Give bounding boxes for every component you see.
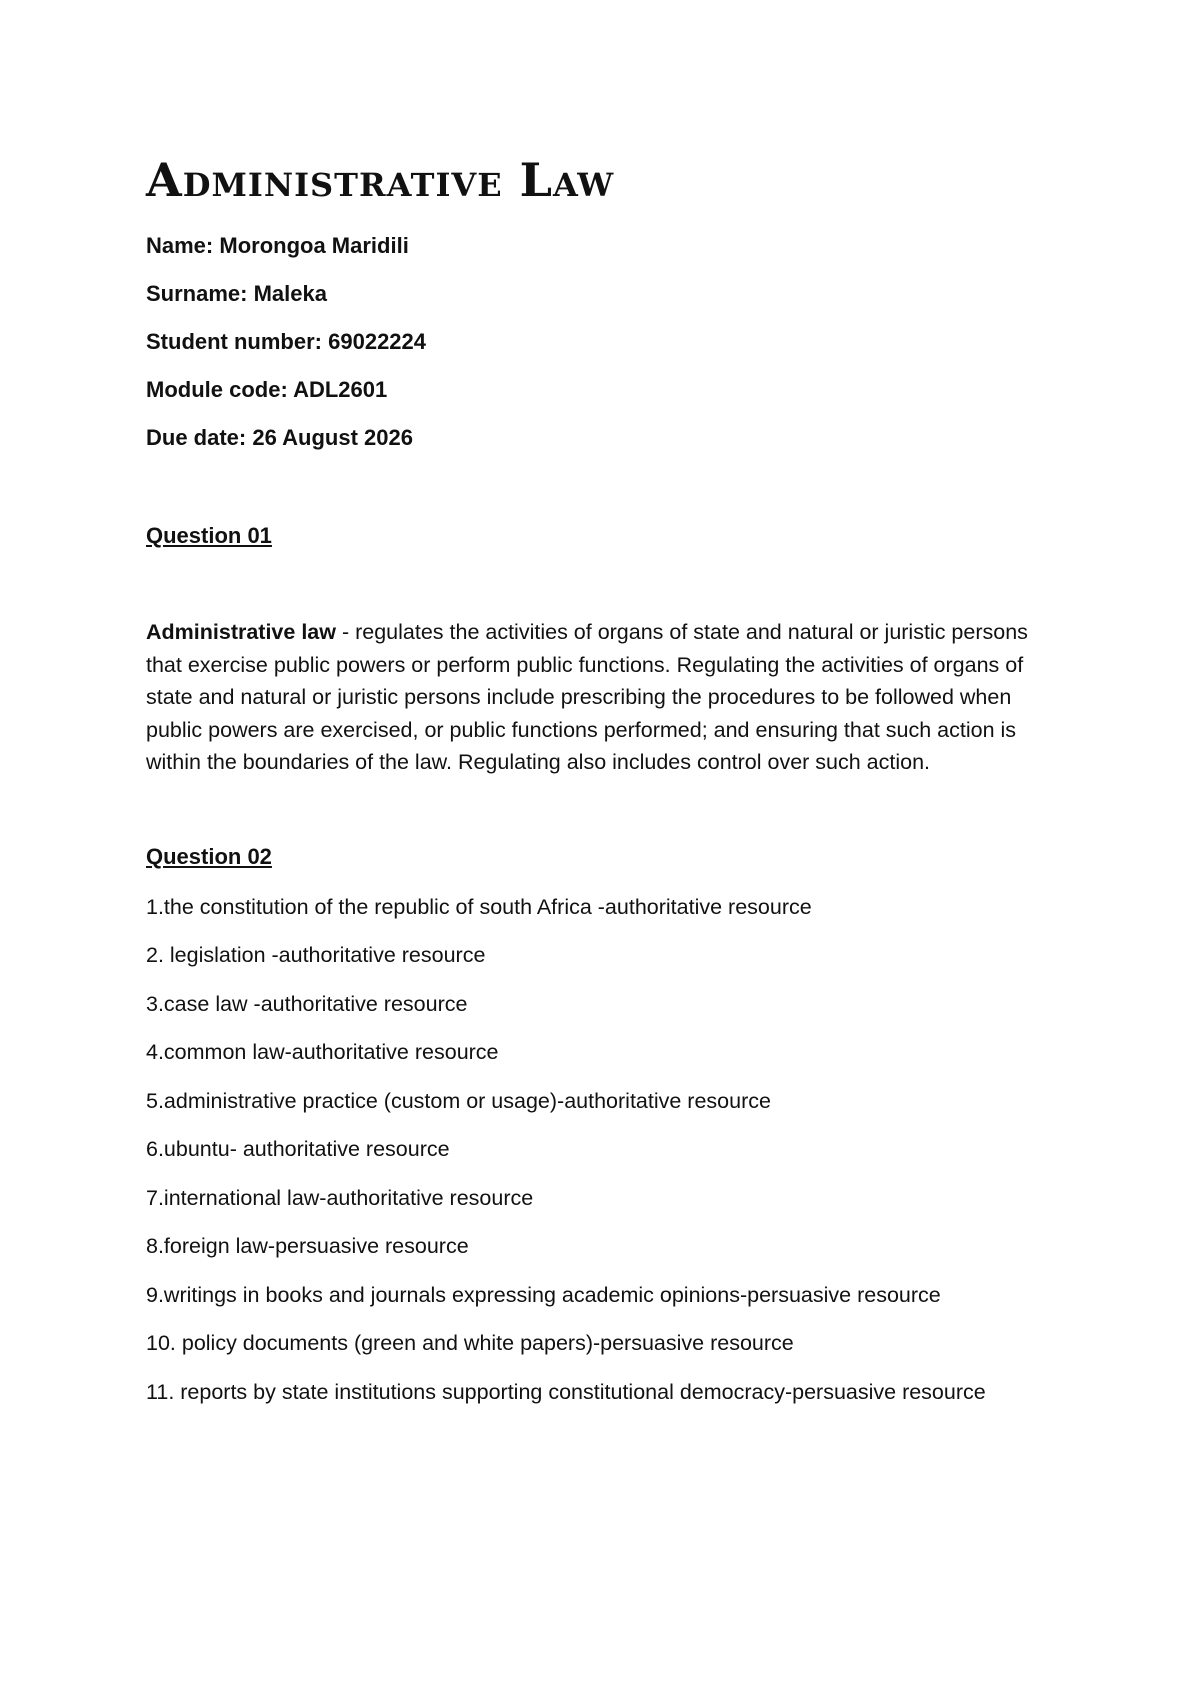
meta-due-date bbox=[146, 424, 1066, 452]
list-item: 6.ubuntu- authoritative resource bbox=[146, 1137, 450, 1161]
meta-name bbox=[146, 232, 1066, 260]
meta-value: 69022224 bbox=[328, 329, 427, 354]
list-item: 7.international law-authoritative resource bbox=[146, 1185, 534, 1210]
list-item: 1.the constitution of the republic of south Africa -authoritative resource bbox=[146, 894, 812, 919]
question-02-section bbox=[146, 843, 1066, 1408]
meta-value: Morongoa Maridili bbox=[219, 233, 409, 258]
meta-label: Surname: bbox=[146, 281, 248, 306]
spacer bbox=[146, 472, 1066, 522]
answer-text: - regulates the activities of organs of state and natural or juristic persons that exercise public powers or perform public functions. Regulating the activities of organs of state and natural or juristic persons include prescribing the procedures to be followed when public powers are exercised, or public functions performed; and ensuring that such action is within the boundaries of the law. Regulating also includes control over such action. bbox=[146, 620, 1028, 774]
list-item: 9.writings in books and journals expressing academic opinions-persuasive resource bbox=[146, 1282, 941, 1307]
list-item: 11. reports by state institutions supporting constitutional democracy-persuasive resource bbox=[146, 1379, 986, 1404]
meta-student-number bbox=[146, 328, 1066, 356]
question-01-answer bbox=[146, 616, 1066, 779]
spacer bbox=[146, 779, 1066, 843]
meta-label: Due date: bbox=[146, 425, 247, 450]
meta-label: Student number: bbox=[146, 329, 322, 354]
meta-module-code bbox=[146, 376, 1066, 404]
sources-list bbox=[146, 891, 1066, 1408]
meta-surname bbox=[146, 280, 1066, 308]
list-item: 4.common law-authoritative resource bbox=[146, 1040, 499, 1064]
list-item: 3.case law -authoritative resource bbox=[146, 991, 468, 1016]
question-02-heading: Question 02 bbox=[146, 843, 272, 869]
answer-term: Administrative law bbox=[146, 620, 336, 644]
meta-label: Name: bbox=[146, 233, 214, 258]
list-item: 2. legislation -authoritative resource bbox=[146, 943, 486, 967]
list-item: 8.foreign law-persuasive resource bbox=[146, 1234, 469, 1258]
meta-value: ADL2601 bbox=[293, 377, 388, 402]
list-item: 10. policy documents (green and white papers)-persuasive resource bbox=[146, 1331, 794, 1355]
list-item: 5.administrative practice (custom or usage)-authoritative resource bbox=[146, 1088, 771, 1113]
question-01-heading: Question 01 bbox=[146, 523, 272, 548]
meta-value: Maleka bbox=[253, 281, 327, 306]
question-01-section bbox=[146, 522, 1066, 779]
meta-value: 26 August 2026 bbox=[252, 425, 413, 450]
meta-label: Module code: bbox=[146, 377, 288, 402]
student-details bbox=[146, 232, 1066, 452]
document-content bbox=[146, 150, 1066, 1424]
document-title: Administrative Law bbox=[146, 153, 615, 207]
